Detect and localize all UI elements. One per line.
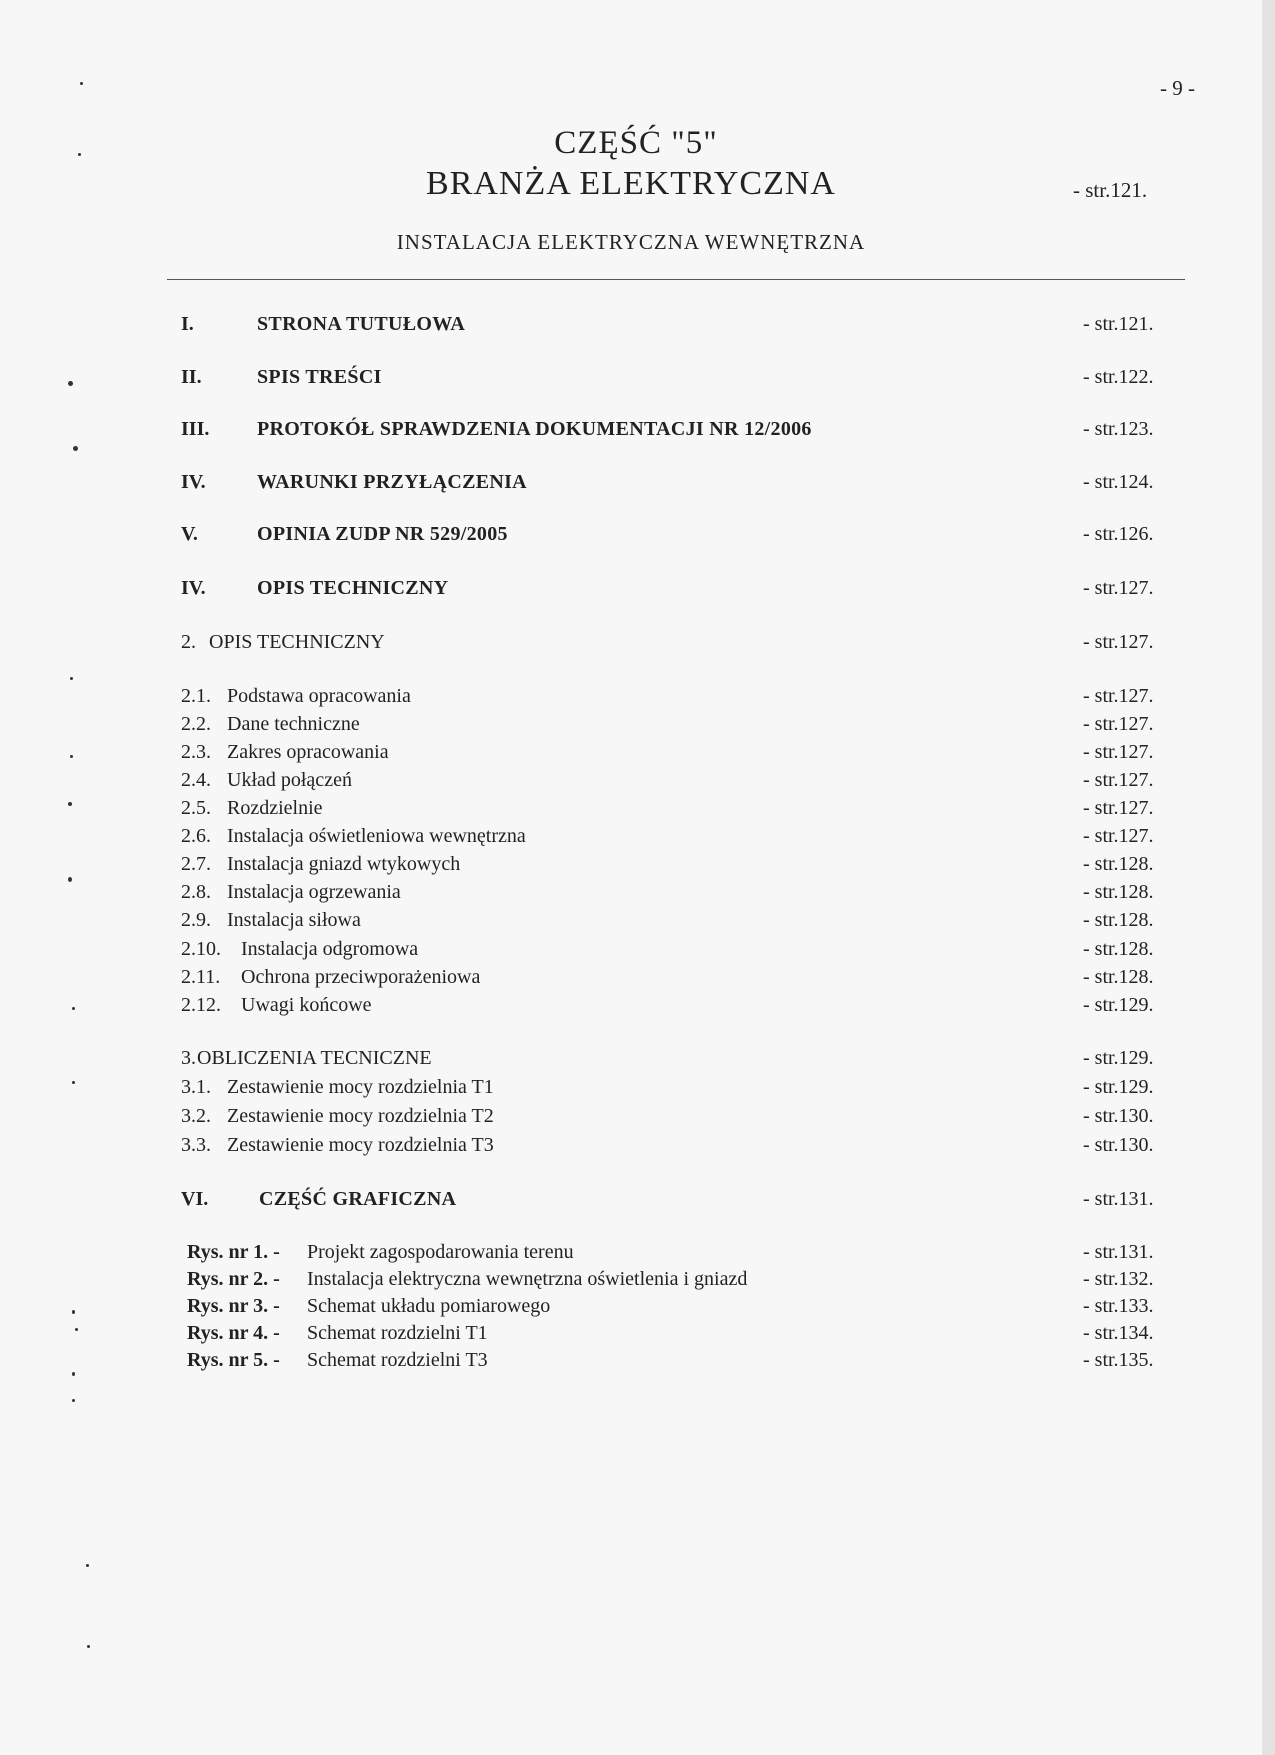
entry-page: - str.128. bbox=[1083, 909, 1154, 931]
entry-label: SPIS TREŚCI bbox=[257, 366, 382, 388]
toc-subentry bbox=[0, 797, 1262, 825]
entry-label: Instalacja gniazd wtykowych bbox=[227, 853, 461, 875]
entry-number: 2.11. bbox=[181, 966, 221, 988]
drawing-number: Rys. nr 3. - bbox=[187, 1295, 280, 1317]
entry-page: - str.133. bbox=[1083, 1295, 1154, 1317]
toc-section-3 bbox=[0, 1047, 1262, 1075]
entry-page: - str.127. bbox=[1083, 741, 1154, 763]
entry-label: OPINIA ZUDP NR 529/2005 bbox=[257, 523, 508, 545]
horizontal-rule bbox=[167, 279, 1185, 280]
toc-section-vi bbox=[0, 1188, 1262, 1216]
entry-label: PROTOKÓŁ SPRAWDZENIA DOKUMENTACJI NR 12/2006 bbox=[257, 418, 812, 440]
toc-subentry bbox=[0, 881, 1262, 909]
scan-speck bbox=[78, 153, 81, 156]
entry-page: - str.127. bbox=[1083, 685, 1154, 707]
entry-page: - str.128. bbox=[1083, 853, 1154, 875]
entry-label: Podstawa opracowania bbox=[227, 685, 411, 707]
entry-number: I. bbox=[181, 313, 194, 335]
entry-page: - str.130. bbox=[1083, 1134, 1154, 1156]
scan-speck bbox=[72, 1372, 75, 1376]
entry-page: - str.135. bbox=[1083, 1349, 1154, 1371]
toc-drawing bbox=[0, 1322, 1262, 1350]
entry-number: 2.6. bbox=[181, 825, 211, 847]
entry-number: VI. bbox=[181, 1188, 209, 1210]
scan-speck bbox=[70, 755, 73, 758]
entry-page: - str.127. bbox=[1083, 631, 1154, 653]
entry-page: - str.127. bbox=[1083, 577, 1154, 599]
branch-title: BRANŻA ELEKTRYCZNA bbox=[426, 165, 836, 202]
scan-speck bbox=[72, 1081, 75, 1084]
entry-number: III. bbox=[181, 418, 210, 440]
entry-page: - str.128. bbox=[1083, 938, 1154, 960]
entry-number: II. bbox=[181, 366, 202, 388]
subtitle: INSTALACJA ELEKTRYCZNA WEWNĘTRZNA bbox=[396, 230, 866, 254]
entry-page: - str.126. bbox=[1083, 523, 1154, 545]
toc-drawing bbox=[0, 1241, 1262, 1269]
toc-entry-roman bbox=[0, 313, 1262, 341]
scan-speck bbox=[68, 802, 72, 806]
toc-section-2 bbox=[0, 631, 1262, 659]
entry-page: - str.127. bbox=[1083, 825, 1154, 847]
toc-entry-roman bbox=[0, 418, 1262, 446]
entry-label: Zakres opracowania bbox=[227, 741, 389, 763]
entry-number: 3.1. bbox=[181, 1076, 211, 1098]
entry-label: Instalacja ogrzewania bbox=[227, 881, 401, 903]
entry-label: Dane techniczne bbox=[227, 713, 360, 735]
entry-page: - str.128. bbox=[1083, 966, 1154, 988]
toc-subentry bbox=[0, 909, 1262, 937]
toc-subentry bbox=[0, 769, 1262, 797]
toc-entry-roman bbox=[0, 523, 1262, 551]
entry-number: 3. bbox=[181, 1047, 196, 1069]
entry-label: Instalacja siłowa bbox=[227, 909, 361, 931]
entry-number: 2.12. bbox=[181, 994, 221, 1016]
entry-number: 2.2. bbox=[181, 713, 211, 735]
toc-entry-roman bbox=[0, 577, 1262, 605]
toc-subentry bbox=[0, 938, 1262, 966]
entry-page: - str.130. bbox=[1083, 1105, 1154, 1127]
toc-subentry bbox=[0, 1076, 1262, 1104]
entry-label: Zestawienie mocy rozdzielnia T2 bbox=[227, 1105, 494, 1127]
entry-page: - str.124. bbox=[1083, 471, 1154, 493]
entry-page: - str.128. bbox=[1083, 881, 1154, 903]
scan-speck bbox=[68, 381, 73, 386]
entry-number: 2.10. bbox=[181, 938, 221, 960]
entry-label: CZĘŚĆ GRAFICZNA bbox=[259, 1188, 457, 1210]
scan-speck bbox=[72, 1007, 75, 1010]
scan-edge bbox=[1262, 0, 1275, 1755]
entry-number: IV. bbox=[181, 577, 206, 599]
entry-number: 3.3. bbox=[181, 1134, 211, 1156]
toc-subentry bbox=[0, 966, 1262, 994]
scan-speck bbox=[80, 82, 83, 85]
drawing-label: Instalacja elektryczna wewnętrzna oświetlenia i gniazd bbox=[307, 1268, 748, 1290]
entry-label: Rozdzielnie bbox=[227, 797, 323, 819]
entry-label: Zestawienie mocy rozdzielnia T1 bbox=[227, 1076, 494, 1098]
entry-page: - str.123. bbox=[1083, 418, 1154, 440]
entry-number: 2. bbox=[181, 631, 196, 653]
scan-speck bbox=[73, 446, 78, 451]
toc-drawing bbox=[0, 1268, 1262, 1296]
page-number: - 9 - bbox=[1160, 76, 1195, 100]
entry-page: - str.127. bbox=[1083, 769, 1154, 791]
entry-page: - str.129. bbox=[1083, 1076, 1154, 1098]
drawing-number: Rys. nr 5. - bbox=[187, 1349, 280, 1371]
scan-speck bbox=[87, 1645, 90, 1648]
scan-speck bbox=[72, 1310, 75, 1314]
entry-label: STRONA TUTUŁOWA bbox=[257, 313, 466, 335]
toc-subentry bbox=[0, 1134, 1262, 1162]
entry-label: Układ połączeń bbox=[227, 769, 352, 791]
toc-entry-roman bbox=[0, 471, 1262, 499]
entry-label: OBLICZENIA TECNICZNE bbox=[197, 1047, 432, 1069]
entry-page: - str.134. bbox=[1083, 1322, 1154, 1344]
entry-number: 2.7. bbox=[181, 853, 211, 875]
entry-label: OPIS TECHNICZNY bbox=[209, 631, 385, 653]
entry-page: - str.121. bbox=[1083, 313, 1154, 335]
entry-number: 2.4. bbox=[181, 769, 211, 791]
entry-number: 2.5. bbox=[181, 797, 211, 819]
entry-number: 2.9. bbox=[181, 909, 211, 931]
entry-page: - str.127. bbox=[1083, 797, 1154, 819]
toc-subentry bbox=[0, 825, 1262, 853]
drawing-label: Schemat rozdzielni T3 bbox=[307, 1349, 488, 1371]
toc-drawing bbox=[0, 1295, 1262, 1323]
entry-label: WARUNKI PRZYŁĄCZENIA bbox=[257, 471, 527, 493]
entry-label: Instalacja odgromowa bbox=[241, 938, 419, 960]
toc-subentry bbox=[0, 1105, 1262, 1133]
toc-drawing bbox=[0, 1349, 1262, 1377]
entry-label: Ochrona przeciwporażeniowa bbox=[241, 966, 481, 988]
drawing-number: Rys. nr 2. - bbox=[187, 1268, 280, 1290]
entry-number: 3.2. bbox=[181, 1105, 211, 1127]
entry-page: - str.131. bbox=[1083, 1188, 1154, 1210]
toc-subentry bbox=[0, 741, 1262, 769]
toc-subentry bbox=[0, 994, 1262, 1022]
scan-speck bbox=[68, 877, 72, 882]
entry-page: - str.127. bbox=[1083, 713, 1154, 735]
entry-page: - str.132. bbox=[1083, 1268, 1154, 1290]
entry-label: Instalacja oświetleniowa wewnętrzna bbox=[227, 825, 526, 847]
entry-number: 2.8. bbox=[181, 881, 211, 903]
entry-number: 2.3. bbox=[181, 741, 211, 763]
scan-speck bbox=[70, 677, 73, 680]
entry-label: OPIS TECHNICZNY bbox=[257, 577, 449, 599]
entry-page: - str.122. bbox=[1083, 366, 1154, 388]
toc-subentry bbox=[0, 713, 1262, 741]
entry-number: V. bbox=[181, 523, 198, 545]
scan-speck bbox=[72, 1399, 75, 1402]
entry-label: Uwagi końcowe bbox=[241, 994, 372, 1016]
entry-page: - str.129. bbox=[1083, 994, 1154, 1016]
entry-label: Zestawienie mocy rozdzielnia T3 bbox=[227, 1134, 494, 1156]
branch-title-page: - str.121. bbox=[1073, 178, 1148, 202]
entry-number: IV. bbox=[181, 471, 206, 493]
drawing-number: Rys. nr 1. - bbox=[187, 1241, 280, 1263]
entry-page: - str.131. bbox=[1083, 1241, 1154, 1263]
toc-subentry bbox=[0, 853, 1262, 881]
toc-subentry bbox=[0, 685, 1262, 713]
part-title: CZĘŚĆ "5" bbox=[554, 125, 718, 161]
entry-number: 2.1. bbox=[181, 685, 211, 707]
drawing-number: Rys. nr 4. - bbox=[187, 1322, 280, 1344]
scan-speck bbox=[86, 1564, 89, 1567]
drawing-label: Schemat układu pomiarowego bbox=[307, 1295, 551, 1317]
scan-speck bbox=[75, 1328, 78, 1331]
drawing-label: Schemat rozdzielni T1 bbox=[307, 1322, 488, 1344]
drawing-label: Projekt zagospodarowania terenu bbox=[307, 1241, 574, 1263]
entry-page: - str.129. bbox=[1083, 1047, 1154, 1069]
toc-entry-roman bbox=[0, 366, 1262, 394]
